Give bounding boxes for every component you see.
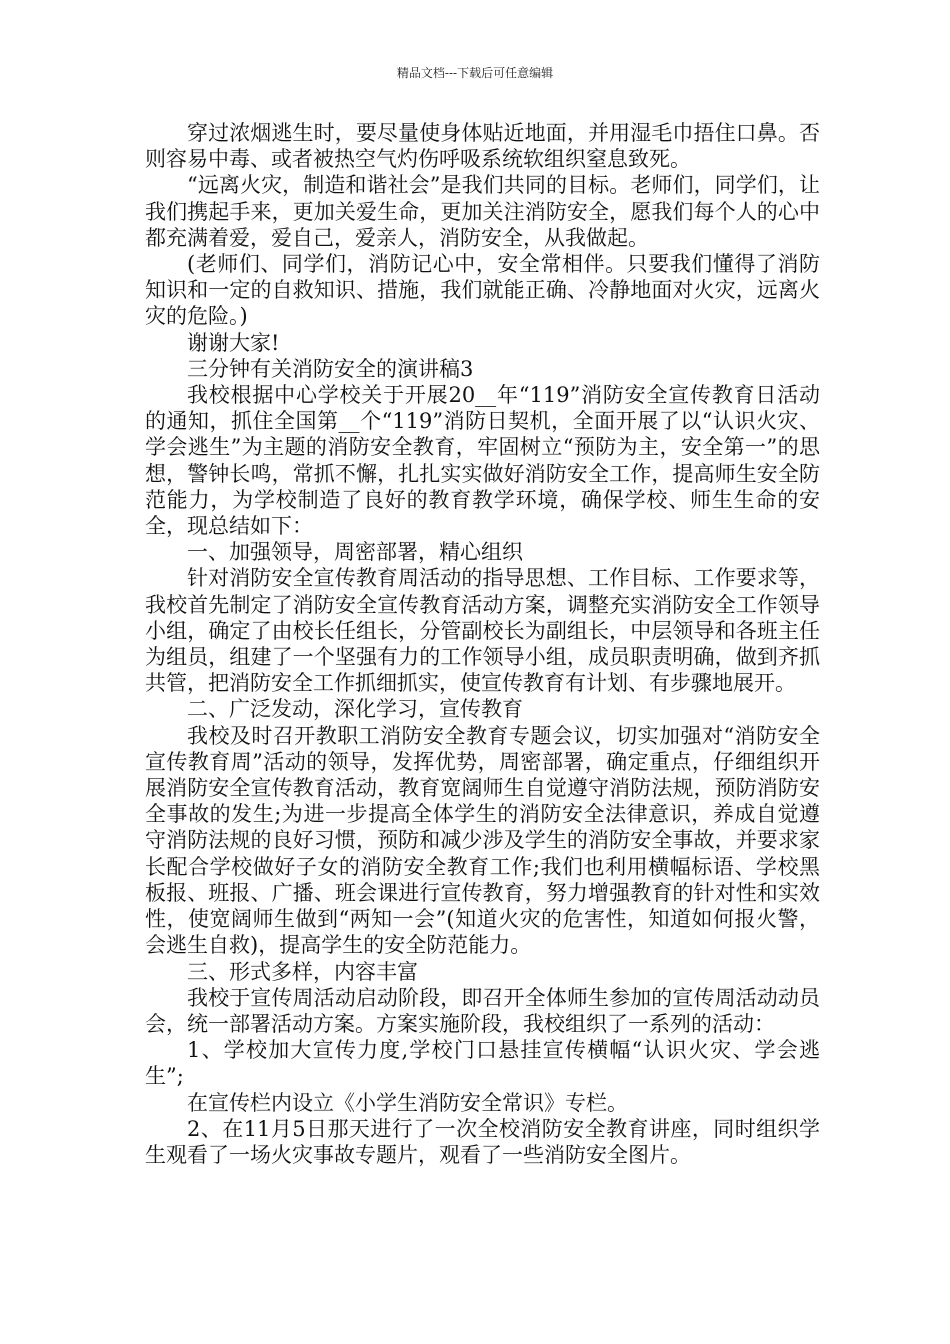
section-heading: 三、形式多样，内容丰富: [187, 959, 418, 984]
paragraph: 我校于宣传周活动启动阶段，即召开全体师生参加的宣传周活动动员会，统一部署活动方案。方案实施阶段，我校组织了一系列的活动：: [145, 985, 820, 1036]
paragraph: 我校根据中心学校关于开展20__年“119”消防安全宣传教育日活动的通知，抓住全国第__个“119”消防日契机，全面开展了以“认识火灾、学会逃生”为主题的消防安全教育，牢固树立“预防为主，安全第一”的思想，警钟长鸣，常抓不懈，扎扎实实做好消防安全工作，提高师生安全防范能力，为学校制造了良好的教育教学环境，确保学校、师生生命的安全，现总结如下：: [145, 383, 820, 539]
section-title: 三分钟有关消防安全的演讲稿3: [187, 356, 474, 381]
paragraph: “远离火灾，制造和谐社会”是我们共同的目标。老师们，同学们，让我们携起手来，更加关爱生命，更加关注消防安全，愿我们每个人的心中都充满着爱，爱自己，爱亲人，消防安全，从我做起。: [145, 173, 820, 250]
section-heading: 二、广泛发动，深化学习，宣传教育: [187, 697, 523, 722]
paragraph: 我校及时召开教职工消防安全教育专题会议，切实加强对“消防安全宣传教育周”活动的领导，发挥优势，周密部署，确定重点，仔细组织开展消防安全宣传教育活动，教育宽阔师生自觉遵守消防法规，预防消防安全事故的发生;为进一步提高全体学生的消防安全法律意识，养成自觉遵守消防法规的良好习惯，预防和减少涉及学生的消防安全事故，并要求家长配合学校做好子女的消防安全教育工作;我们也利用横幅标语、学校黑板报、班报、广播、班会课进行宣传教育，努力增强教育的针对性和实效性，使宽阔师生做到“两知一会”(知道火灾的危害性，知道如何报火警，会逃生自救)，提高学生的安全防范能力。: [145, 723, 820, 958]
page-header: 精品文档---下载后可任意编辑: [396, 66, 554, 80]
paragraph: 针对消防安全宣传教育周活动的指导思想、工作目标、工作要求等，我校首先制定了消防安全宣传教育活动方案，调整充实消防安全工作领导小组，确定了由校长任组长，分管副校长为副组长，中层领导和各班主任为组员，组建了一个坚强有力的工作领导小组，成员职责明确，做到齐抓共管，把消防安全工作抓细抓实，使宣传教育有计划、有步骤地展开。: [145, 566, 820, 696]
paragraph: 在宣传栏内设立《小学生消防安全常识》专栏。: [187, 1090, 628, 1115]
document-body: [145, 120, 820, 1168]
paragraph: 穿过浓烟逃生时，要尽量使身体贴近地面，并用湿毛巾捂住口鼻。否则容易中毒、或者被热空气灼伤呼吸系统软组织窒息致死。: [145, 121, 820, 172]
paragraph: (老师们、同学们，消防记心中，安全常相伴。只要我们懂得了消防知识和一定的自救知识、措施，我们就能正确、冷静地面对火灾，远离火灾的危险。): [145, 252, 820, 329]
list-item: 2、在11月5日那天进行了一次全校消防安全教育讲座，同时组织学生观看了一场火灾事故专题片，观看了一些消防安全图片。: [145, 1116, 820, 1167]
list-item: 1、学校加大宣传力度,学校门口悬挂宣传横幅“认识火灾、学会逃生”;: [145, 1038, 820, 1089]
paragraph: 谢谢大家!: [187, 330, 280, 355]
section-heading: 一、加强领导，周密部署，精心组织: [187, 540, 523, 565]
